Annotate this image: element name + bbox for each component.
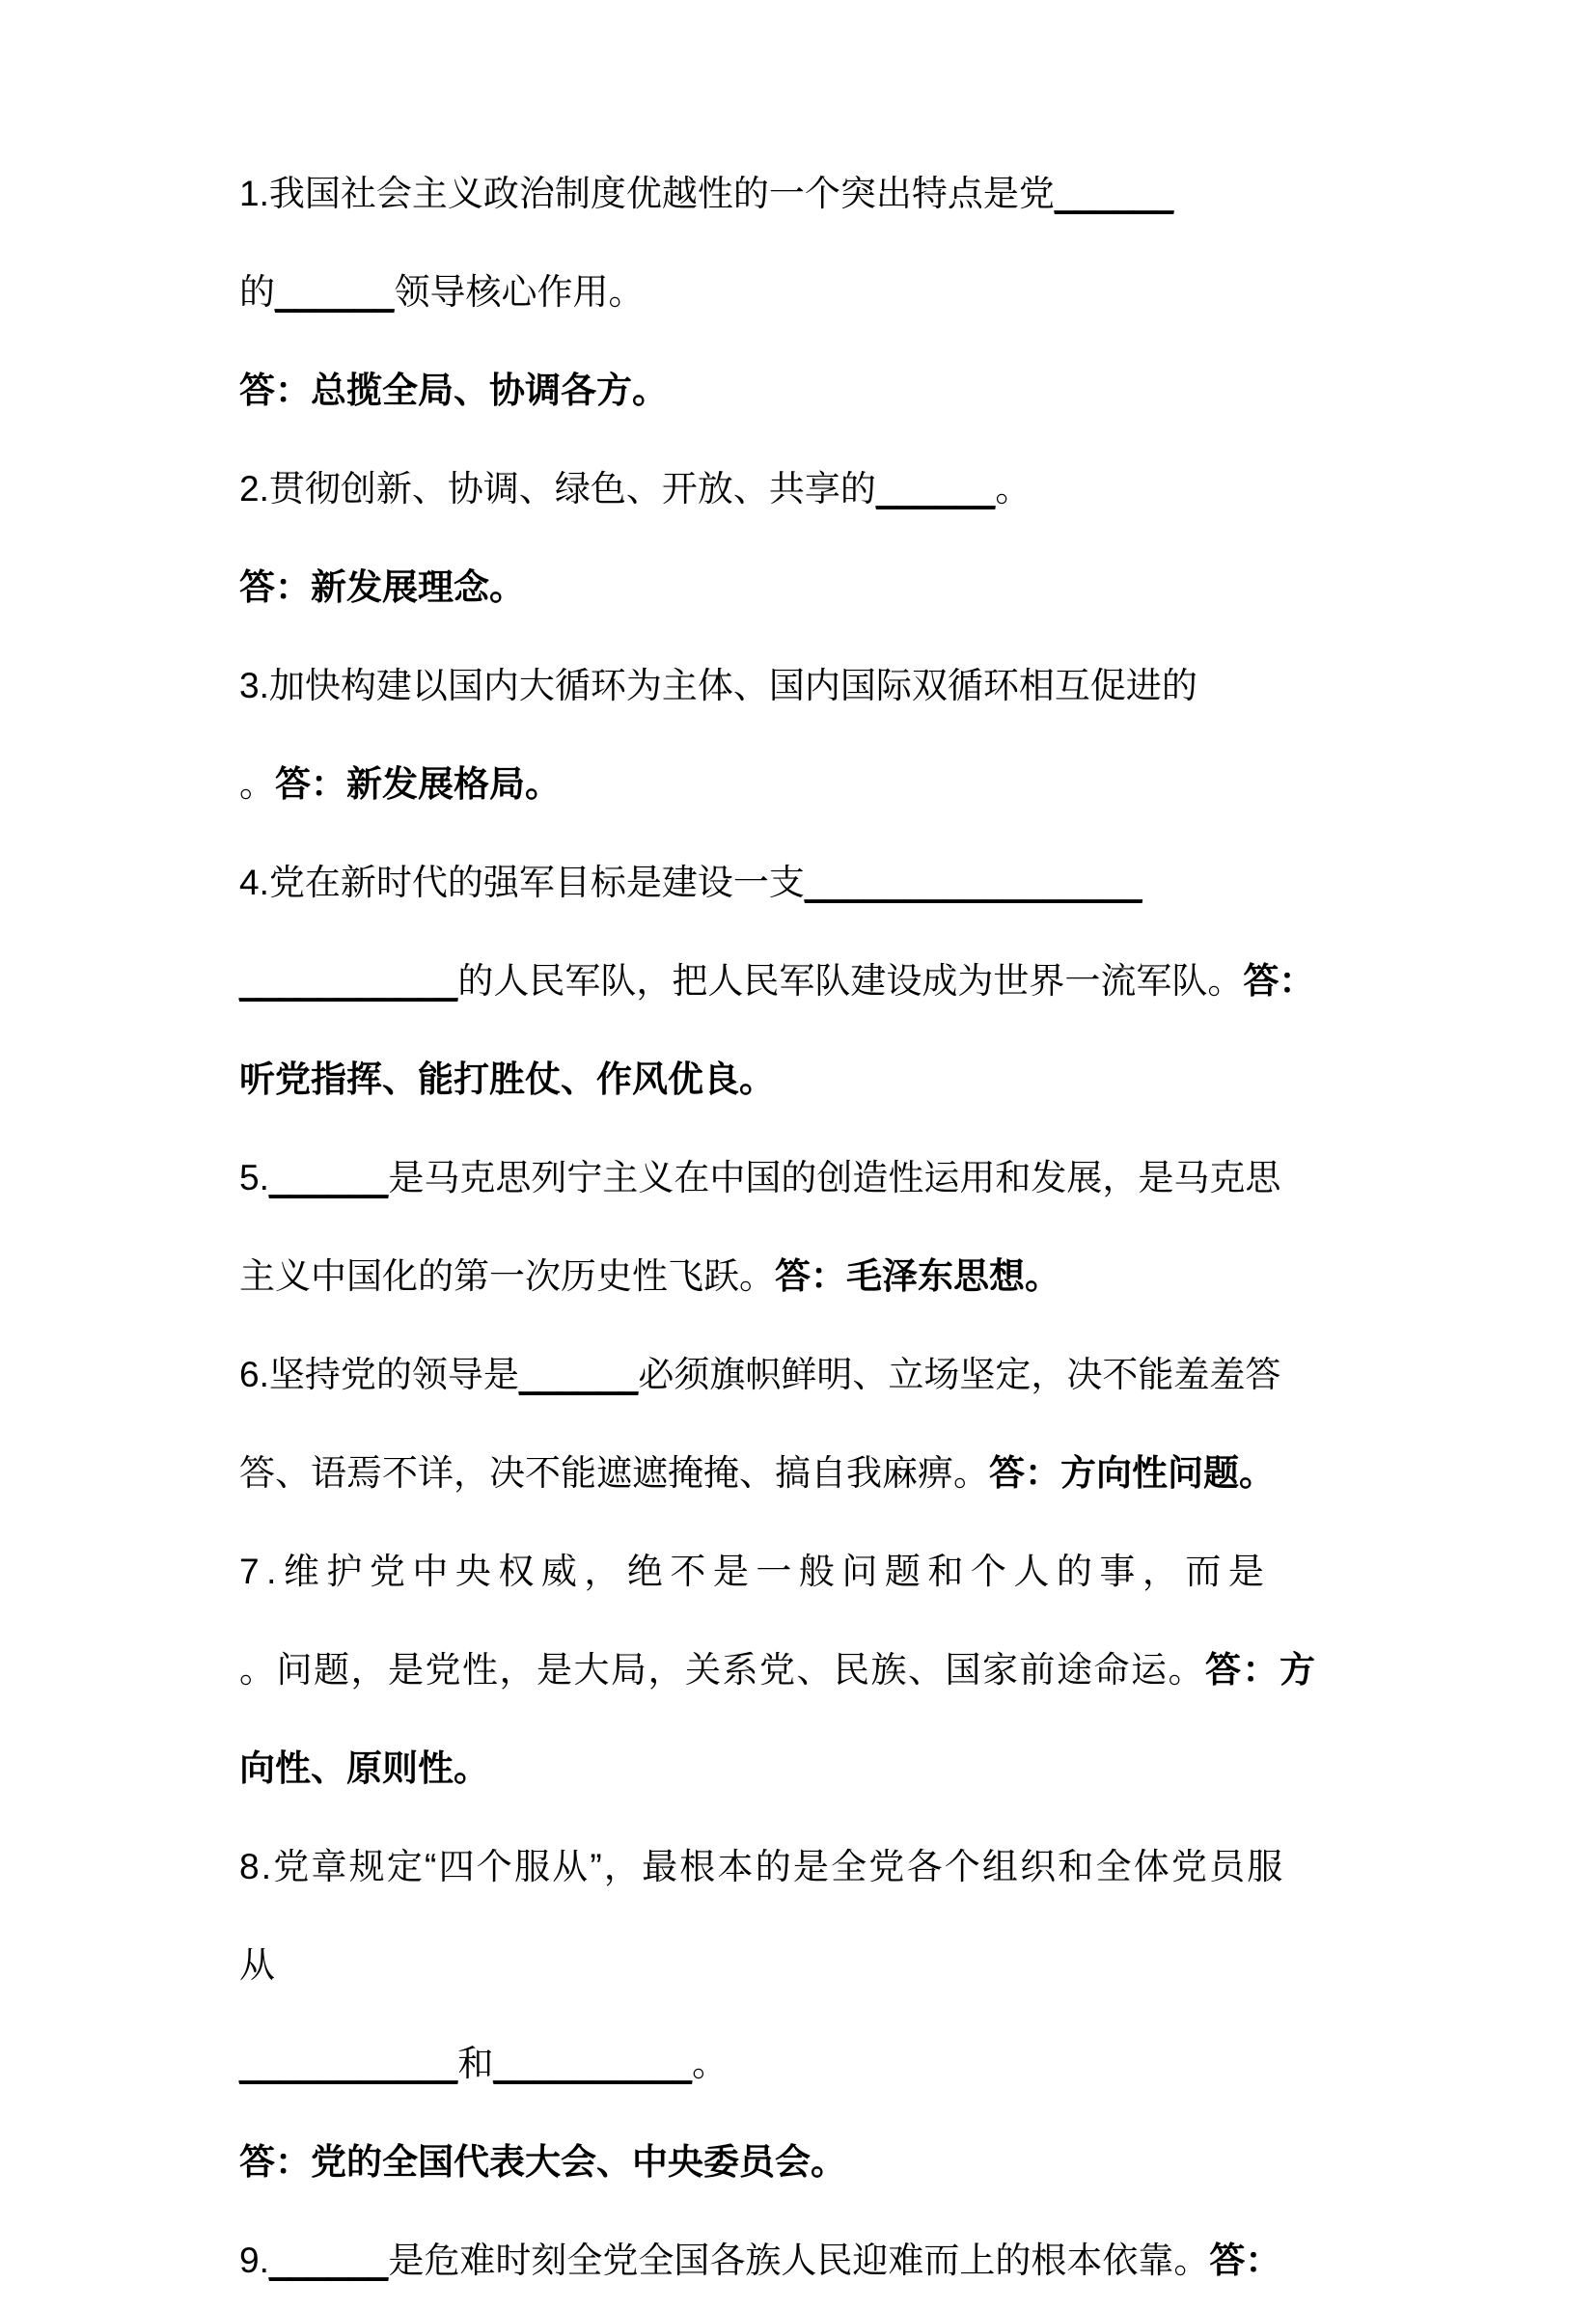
fill-in-blank: ______ <box>1054 174 1174 213</box>
question-text: 是危难时刻全党全国各族人民迎难而上的根本依靠。 <box>388 2241 1210 2280</box>
answer-text: 听党指挥、能打胜仗、作风优良。 <box>239 1059 775 1099</box>
question-line-11 <box>239 1523 1407 1621</box>
answer-text: 答：新发展理念。 <box>239 567 525 607</box>
fill-in-blank: __________ <box>493 2044 693 2083</box>
answer-text: 答：方 <box>1205 1650 1317 1690</box>
answer-text: 答： <box>1209 2241 1281 2280</box>
question-line-3 <box>239 440 1407 538</box>
fill-in-blank: ___________ <box>239 2044 458 2083</box>
fill-in-blank: ___________ <box>239 961 458 1001</box>
answer-line-6 <box>239 2113 1407 2212</box>
fill-in-blank: ______ <box>875 469 996 509</box>
fill-in-blank: ______ <box>268 1158 389 1197</box>
question-line-1 <box>239 145 1407 243</box>
question-line-10 <box>239 1424 1407 1523</box>
question-line-8 <box>239 1227 1407 1326</box>
question-text: 。 <box>995 469 1032 509</box>
question-text: 7.维护党中央权威，绝不是一般问题和个人的事，而是 <box>239 1552 1272 1591</box>
question-line-14 <box>239 1916 1407 2015</box>
question-line-9 <box>239 1326 1407 1424</box>
answer-text: 向性、原则性。 <box>239 1748 489 1788</box>
document-body <box>239 145 1407 2310</box>
question-line-7 <box>239 1129 1407 1227</box>
question-text: 从 <box>239 1945 275 1985</box>
question-line-16 <box>239 2212 1407 2310</box>
question-text: 答、语焉不详，决不能遮遮掩掩、搞自我麻痹。 <box>239 1453 989 1493</box>
answer-text: 答： <box>1243 961 1315 1001</box>
question-text: 2.贯彻创新、协调、绿色、开放、共享的 <box>239 469 876 509</box>
answer-line-3 <box>239 735 1407 834</box>
question-text: 和 <box>457 2044 494 2083</box>
question-text: 。问题，是党性，是大局，关系党、民族、国家前途命运。 <box>239 1650 1205 1690</box>
question-text: 9. <box>239 2241 269 2280</box>
question-line-15 <box>239 2015 1407 2113</box>
answer-line-1 <box>239 342 1407 440</box>
question-text: 领导核心作用。 <box>394 272 645 312</box>
question-line-13 <box>239 1818 1407 1916</box>
question-text: 。 <box>692 2044 729 2083</box>
question-line-12 <box>239 1621 1407 1719</box>
question-text: 是马克思列宁主义在中国的创造性运用和发展，是马克思 <box>388 1158 1281 1197</box>
answer-line-5 <box>239 1719 1407 1818</box>
question-text: 6.坚持党的领导是 <box>239 1355 519 1394</box>
question-line-4 <box>239 637 1407 735</box>
fill-in-blank: ______ <box>518 1355 639 1394</box>
question-line-2 <box>239 243 1407 342</box>
question-text: 4.党在新时代的强军目标是建设一支 <box>239 863 805 902</box>
question-text: 5. <box>239 1158 269 1197</box>
question-text: 的人民军队，把人民军队建设成为世界一流军队。 <box>457 961 1244 1001</box>
question-text: 1.我国社会主义政治制度优越性的一个突出特点是党 <box>239 174 1055 213</box>
question-line-5 <box>239 834 1407 932</box>
question-text: 8.党章规定“四个服从”，最根本的是全党各个组织和全体党员服 <box>239 1847 1285 1886</box>
question-text: 。 <box>239 764 275 804</box>
question-text: 的 <box>239 272 275 312</box>
answer-line-4 <box>239 1031 1407 1129</box>
answer-text: 答：方向性问题。 <box>989 1453 1275 1493</box>
answer-line-2 <box>239 538 1407 637</box>
question-text: 3.加快构建以国内大循环为主体、国内国际双循环相互促进的 <box>239 666 1197 705</box>
answer-text: 答：毛泽东思想。 <box>775 1256 1060 1296</box>
answer-text: 答：党的全国代表大会、中央委员会。 <box>239 2142 846 2182</box>
answer-text: 答：总揽全局、协调各方。 <box>239 371 668 410</box>
fill-in-blank: ______ <box>275 272 395 312</box>
fill-in-blank: ______ <box>268 2241 389 2280</box>
answer-text: 答：新发展格局。 <box>275 764 561 804</box>
fill-in-blank: _________________ <box>804 863 1142 902</box>
question-text: 主义中国化的第一次历史性飞跃。 <box>239 1256 775 1296</box>
question-text: 必须旗帜鲜明、立场坚定，决不能羞羞答 <box>638 1355 1281 1394</box>
question-line-6 <box>239 932 1407 1031</box>
